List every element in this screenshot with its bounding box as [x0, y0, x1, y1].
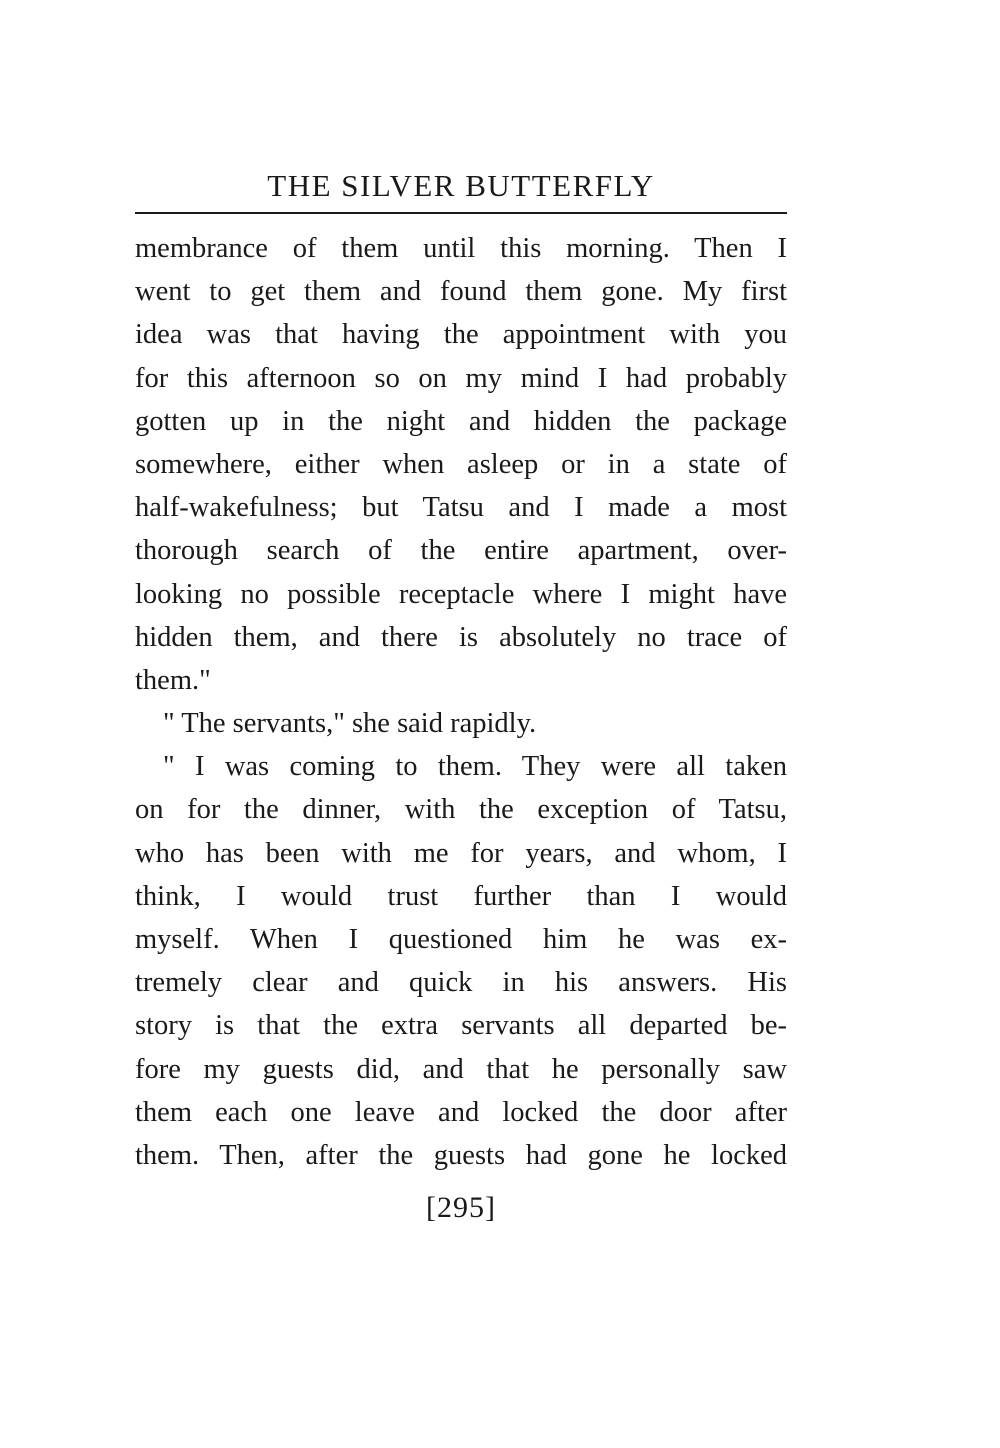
text-line: story is that the extra servants all departed be- [135, 1010, 787, 1042]
text-line: membrance of them until this morning. Then I [135, 233, 787, 264]
text-line: for this afternoon so on my mind I had probably [135, 362, 787, 394]
text-line: looking no possible receptacle where I might have [135, 578, 787, 610]
text-line: fore my guests did, and that he personally saw [135, 1053, 787, 1085]
text-line: went to get them and found them gone. My first [135, 276, 787, 308]
text-line: on for the dinner, with the exception of Tatsu, [135, 794, 787, 826]
body-text [135, 227, 787, 1177]
running-head: THE SILVER BUTTERFLY [267, 168, 655, 203]
text-line: half-wakefulness; but Tatsu and I made a most [135, 492, 787, 524]
text-line: " I was coming to them. They were all taken [163, 751, 787, 783]
text-line: gotten up in the night and hidden the package [135, 405, 787, 437]
text-line: who has been with me for years, and whom, I [135, 837, 787, 869]
header-rule [135, 212, 787, 214]
text-line: them. Then, after the guests had gone he locked [135, 1139, 787, 1171]
text-line: myself. When I questioned him he was ex- [135, 924, 787, 955]
text-line: tremely clear and quick in his answers. His [135, 967, 787, 999]
text-line: somewhere, either when asleep or in a state of [135, 448, 787, 480]
page-number: [295] [426, 1191, 496, 1224]
text-line: thorough search of the entire apartment, over- [135, 535, 787, 567]
text-line: hidden them, and there is absolutely no trace of [135, 621, 787, 653]
text-line: them." [135, 664, 211, 696]
text-line: them each one leave and locked the door after [135, 1096, 787, 1128]
text-line: think, I would trust further than I would [135, 880, 787, 912]
text-line: idea was that having the appointment with you [135, 319, 787, 351]
text-line: " The servants," she said rapidly. [163, 708, 537, 740]
